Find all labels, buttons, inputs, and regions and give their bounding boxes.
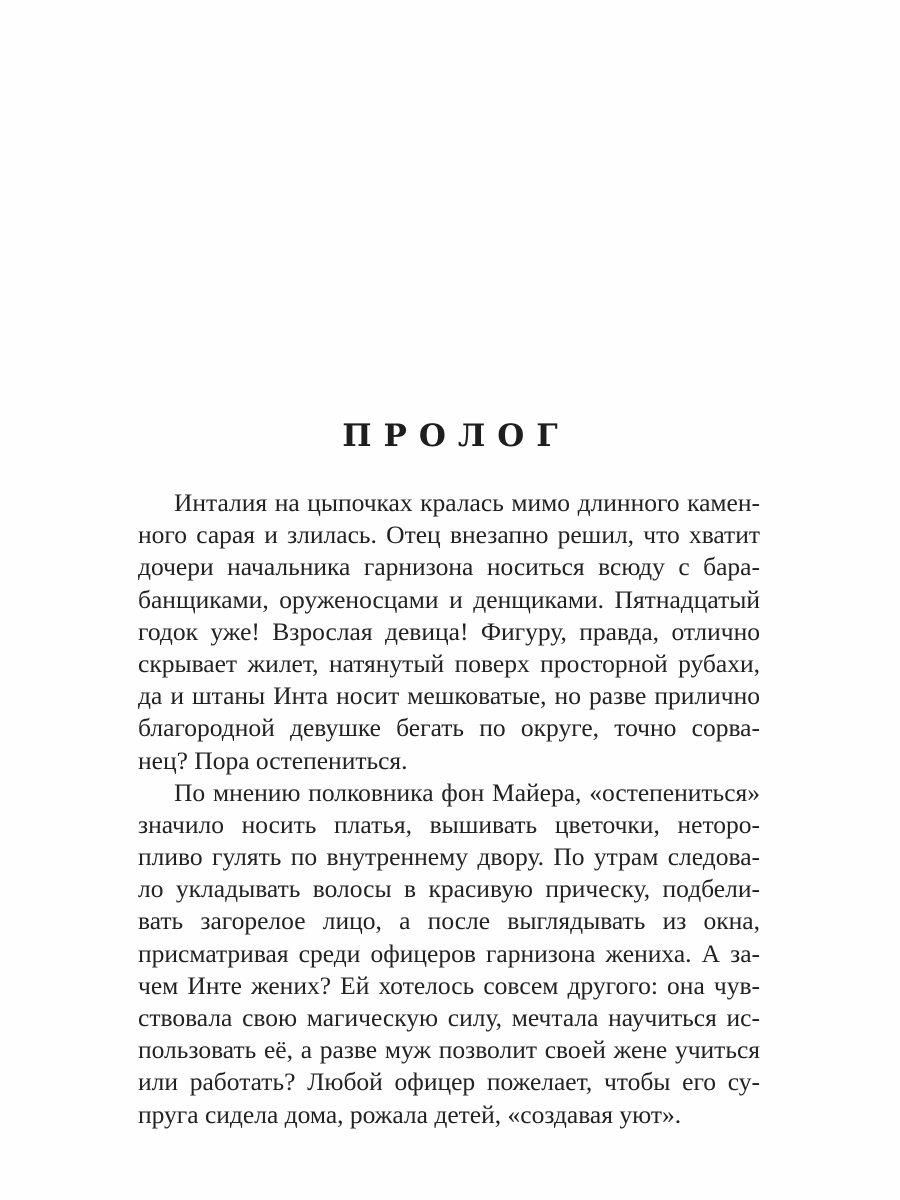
text-line: чем Инте жених? Ей хотелось совсем другого: она чув- (138, 970, 760, 1000)
text-line: присматривая среди офицеров гарнизона жениха. А за- (138, 938, 760, 968)
text-line: вать загорелое лицо, а после выглядывать из окна, (138, 906, 760, 936)
text-line: Инталия на цыпочках кралась мимо длинного камен- (174, 488, 760, 517)
text-line: пливо гулять по внутреннему двору. По утрам следова- (138, 842, 760, 872)
text-line: пользовать её, а разве муж позволит своей жене учиться (138, 1035, 760, 1065)
text-line: да и штаны Инта носит мешковатые, но разве прилично (138, 681, 760, 711)
text-line: дочери начальника гарнизона носиться всюду с бара- (138, 552, 760, 582)
text-line: годок уже! Взрослая девица! Фигуру, правда, отлично (138, 616, 760, 646)
text-line: ло укладывать волосы в красивую прическу, подбели- (138, 874, 760, 904)
text-line: банщиками, оруженосцами и денщиками. Пятнадцатый (138, 584, 760, 614)
text-line: ствовала свою магическую силу, мечтала научиться ис- (138, 1003, 760, 1032)
body-text (138, 487, 760, 1131)
text-line: значило носить платья, вышивать цветочки, неторо- (138, 809, 760, 839)
text-line: или работать? Любой офицер пожелает, чтобы его су- (138, 1067, 760, 1097)
text-line: скрывает жилет, натянутый поверх просторной рубахи, (138, 648, 760, 678)
text-line: нец? Пора остепениться. (138, 745, 408, 775)
text-line: благородной девушке бегать по округе, точно сорва- (138, 713, 760, 743)
text-line: По мнению полковника фон Майера, «остепениться» (174, 777, 760, 807)
text-line: ного сарая и злилась. Отец внезапно решил, что хватит (138, 520, 760, 550)
chapter-title: ПРОЛОГ (342, 418, 570, 454)
text-line: пруга сидела дома, рожала детей, «создавая уют». (138, 1099, 682, 1129)
